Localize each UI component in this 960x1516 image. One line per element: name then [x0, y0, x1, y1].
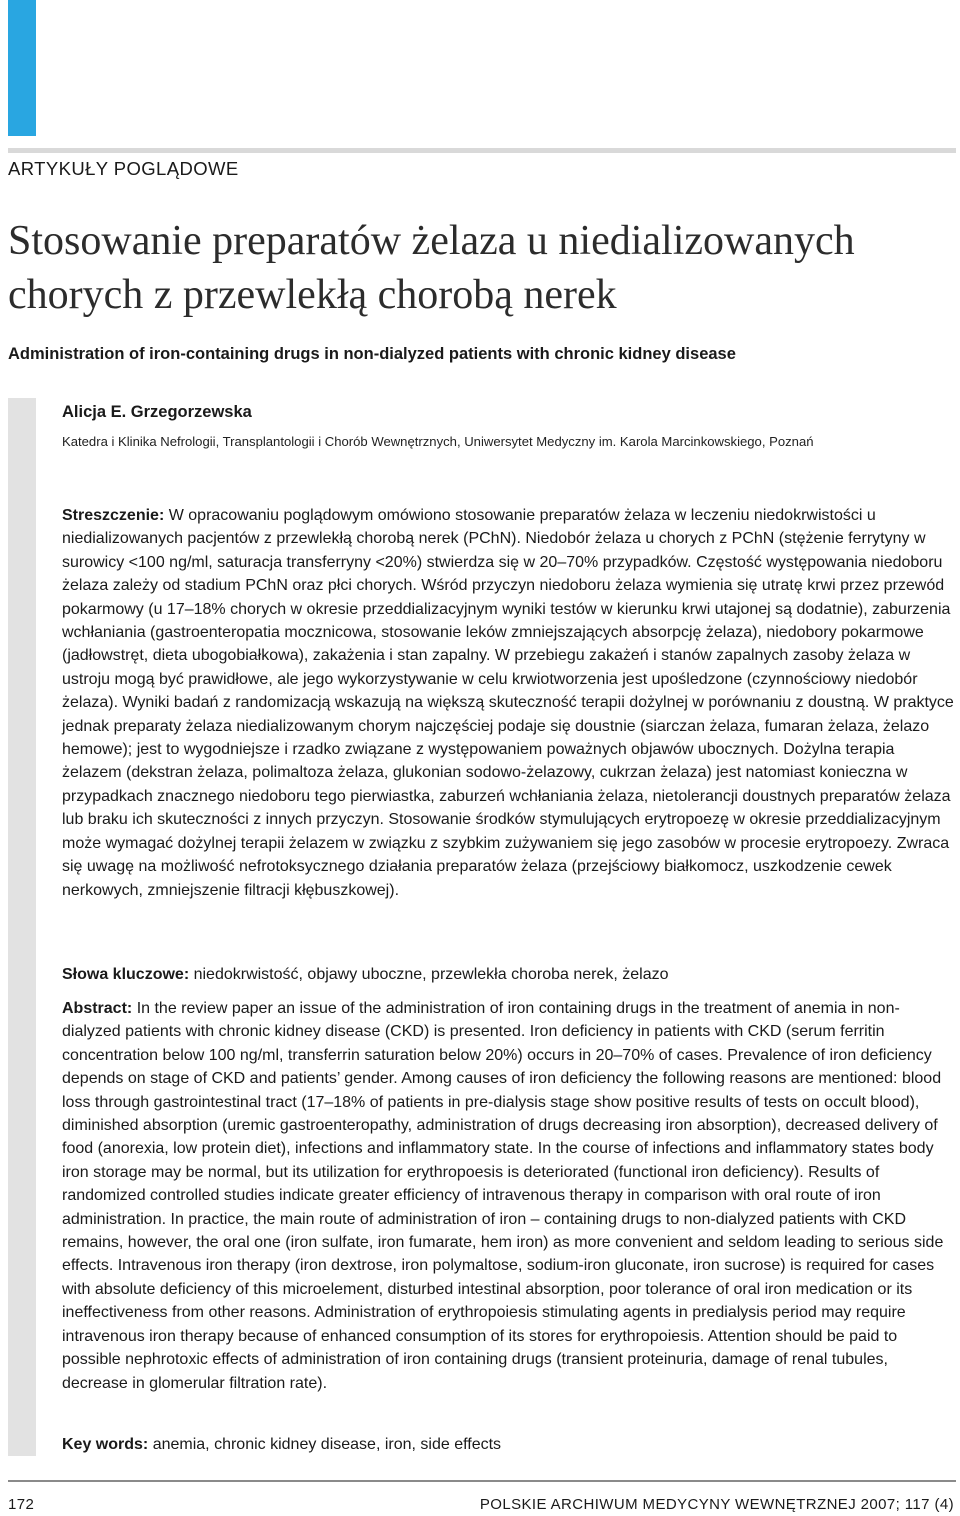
- keywords-polish-label: Słowa kluczowe:: [62, 966, 190, 983]
- keywords-english-text: anemia, chronic kidney disease, iron, side effects: [152, 1436, 502, 1453]
- author-name: Alicja E. Grzegorzewska: [62, 403, 252, 421]
- article-subtitle: Administration of iron-containing drugs in non-dialyzed patients with chronic kidney disease: [8, 345, 736, 363]
- abstract-english-label: Abstract:: [62, 1000, 133, 1017]
- author-affiliation: Katedra i Klinika Nefrologii, Transplantologii i Chorób Wewnętrznych, Uniwersytet Medyczny im. Karola Marcinkowskiego, Poznań: [62, 434, 814, 449]
- abstract-english: [62, 997, 956, 1395]
- section-label: ARTYKUŁY POGLĄDOWE: [8, 158, 239, 179]
- keywords-polish: [62, 963, 956, 986]
- accent-bar: [8, 0, 36, 136]
- page-number: 172: [8, 1496, 35, 1513]
- abstract-polish-label: Streszczenie:: [62, 507, 165, 524]
- journal-citation: POLSKIE ARCHIWUM MEDYCYNY WEWNĘTRZNEJ 2007; 117 (4): [479, 1496, 954, 1513]
- keywords-english-label: Key words:: [62, 1436, 149, 1453]
- keywords-polish-text: niedokrwistość, objawy uboczne, przewlekła choroba nerek, żelazo: [193, 966, 669, 983]
- abstract-polish: [62, 504, 956, 902]
- abstract-polish-text: W opracowaniu poglądowym omówiono stosowanie preparatów żelaza w leczeniu niedokrwistości u niedializowanych pacjentów z przewlekłą chorobą nerek (PChN). Niedobór żelaza u chorych z PChN (stężenie ferrytyny w surowicy <100 ng/ml, saturacja transferryny <20%) stwierdza się w 20–70% przypadków. Częstość występowania niedoboru żelaza zależy od stadium PChN oraz płci chorych. Wśród przyczyn niedoboru żelaza wymienia się utratę krwi przez przewód pokarmowy (u 17–18% chorych w okresie przeddializacyjnym wyniki testów w kierunku krwi utajonej są dodatnie), zaburzenia wchłaniania (gastroenteropatia mocznicowa, stosowanie leków zmniejszających absorpcję żelaza), niedobory pokarmowe (jadłowstręt, dieta ubogobiałkowa), zakażenia i stan zapalny. W przebiegu zakażeń i stanów zapalnych zasoby żelaza w ustroju mogą być prawidłowe, ale jego wykorzystywanie w celu krwiotworzenia jest upośledzone (czynnościowy niedobór żelaza). Wyniki badań z randomizacją wskazują na większą skuteczność terapii dożylnej w porównaniu z doustną. W praktyce jednak preparaty żelaza niedializowanym chorym najczęściej podaje się doustnie (siarczan żelaza, fumaran żelaza, żelazo hemowe); jest to wygodniejsze i rzadko związane z występowaniem poważnych objawów ubocznych. Dożylna terapia żelazem (dekstran żelaza, polimaltoza żelaza, glukonian sodowo-żelazowy, cukrzan żelaza) jest natomiast konieczna w przypadkach znacznego niedoboru tego pierwiastka, zaburzeń wchłaniania żelaza, nietolerancji doustnych preparatów żelaza lub braku ich skuteczności z innych przyczyn. Stosowanie środków stymulujących erytropoezę w okresie przeddializacyjnym może wymagać dożylnej terapii żelazem w związku z szybkim zużywaniem się jego zasobów w procesie erytropoezy. Zwraca się uwagę na możliwość nefrotoksycznego działania preparatów żelaza (przejściowy białkomocz, uszkodzenie cewek nerkowych, zmniejszenie filtracji kłębuszkowej).: [62, 507, 954, 899]
- keywords-english: [62, 1433, 956, 1456]
- article-title: Stosowanie preparatów żelaza u niedializowanych chorych z przewlekłą chorobą nerek: [8, 218, 855, 318]
- top-divider: [8, 148, 956, 153]
- abstract-english-text: In the review paper an issue of the administration of iron containing drugs in the treatment of anemia in non-dialyzed patients with chronic kidney disease (CKD) is presented. Iron deficiency in patients with CKD (serum ferritin concentration below 100 ng/ml, transferrin saturation below 20%) occurs in 20–70% of cases. Prevalence of iron deficiency depends on stage of CKD and patients’ gender. Among causes of iron deficiency the following reasons are mentioned: blood loss through gastrointestinal tract (17–18% of patients in pre-dialysis stage show positive results of tests on occult blood), diminished absorption (uremic gastroenteropathy, administration of drugs decreasing iron absorption), decreased delivery of food (anorexia, low protein diet), infections and inflammatory state. In the course of infections and inflammatory states body iron storage may be normal, but its utilization for erythropoesis is deteriorated (functional iron deficiency). Results of randomized controlled studies indicate greater efficiency of intravenous therapy in comparison with oral route of iron administration. In practice, the main route of administration of iron – containing drugs to non-dialyzed patients with CKD remains, however, the oral one (iron sulfate, iron fumarate, hem iron) as more convenient and seldom leading to serious side effects. Intravenous iron therapy (iron dextrose, iron polymaltose, sodium-iron gluconate, iron sucrose) is required for cases with absolute deficiency of this microelement, disturbed intestinal absorption, poor tolerance of oral iron medication or its ineffectiveness from other reasons. Administration of erythropoiesis stimulating agents in predialysis period may require intravenous iron therapy because of enhanced consumption of its stores for erythropoiesis. Attention should be paid to possible nephrotoxic effects of administration of iron containing drugs (transient proteinuria, damage of renal tubules, decrease in glomerular filtration rate).: [62, 1000, 944, 1392]
- side-bar: [8, 398, 36, 1456]
- bottom-divider: [8, 1480, 956, 1482]
